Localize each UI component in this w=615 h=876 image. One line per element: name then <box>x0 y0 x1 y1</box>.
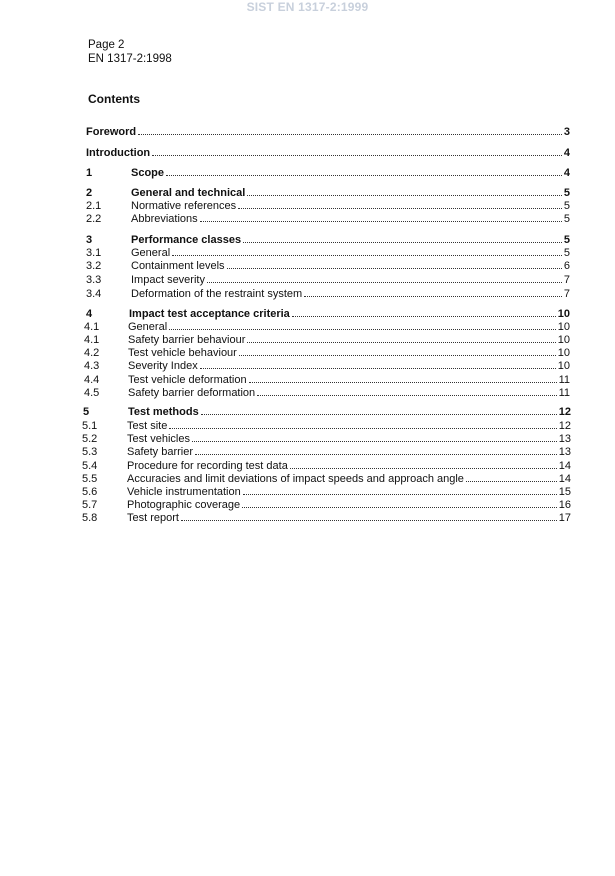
toc-title: General and technical <box>131 187 246 199</box>
toc-number: 2 <box>86 187 93 199</box>
toc-number: 4.1 <box>84 334 100 346</box>
toc-title: Abbreviations <box>131 213 198 225</box>
toc-number: 3 <box>86 234 93 246</box>
toc-number: 5.3 <box>82 446 98 458</box>
dot-leader <box>239 354 556 356</box>
toc-number: 5 <box>83 406 90 418</box>
toc-page: 10 <box>557 321 570 333</box>
toc-number: 3.3 <box>86 274 102 286</box>
toc-title: Test vehicle behaviour <box>128 347 237 359</box>
toc-page: 4 <box>563 147 570 159</box>
toc-entry[interactable] <box>84 346 570 360</box>
contents-title: Contents <box>88 92 140 106</box>
dot-leader <box>243 241 562 243</box>
toc-entry[interactable] <box>82 419 571 433</box>
toc-number: 5.4 <box>82 460 98 472</box>
toc-page: 16 <box>558 499 571 511</box>
toc-page: 4 <box>563 167 570 179</box>
toc-page: 13 <box>558 433 571 445</box>
toc-number: 4.2 <box>84 347 100 359</box>
toc-title: Procedure for recording test data <box>127 460 288 472</box>
toc-number: 5.1 <box>82 420 98 432</box>
toc-title: Test methods <box>128 406 199 418</box>
toc-entry[interactable] <box>83 405 571 419</box>
toc-entry[interactable] <box>82 498 571 512</box>
toc-entry[interactable] <box>82 445 571 459</box>
dot-leader <box>138 133 562 135</box>
toc-number: 4 <box>86 308 93 320</box>
toc-page: 10 <box>557 347 570 359</box>
toc-title: Normative references <box>131 200 237 212</box>
toc-entry[interactable] <box>86 287 570 301</box>
dot-leader <box>169 328 556 330</box>
toc-number: 5.2 <box>82 433 98 445</box>
toc-title: Foreword <box>86 126 137 138</box>
toc-number: 5.6 <box>82 486 98 498</box>
dot-leader <box>200 367 556 369</box>
toc-number: 5.5 <box>82 473 98 485</box>
toc-title: Photographic coverage <box>127 499 241 511</box>
toc-number: 2.1 <box>86 200 102 212</box>
toc-entry[interactable] <box>86 259 570 273</box>
dot-leader <box>238 207 562 209</box>
dot-leader <box>247 341 555 343</box>
toc-title: Test vehicles <box>127 433 190 445</box>
toc-page: 6 <box>563 260 570 272</box>
toc-number: 3.1 <box>86 247 102 259</box>
toc-title: Performance classes <box>131 234 242 246</box>
dot-leader <box>152 154 562 156</box>
toc-number: 4.4 <box>84 374 100 386</box>
toc-number: 4.5 <box>84 387 100 399</box>
toc-number: 2.2 <box>86 213 102 225</box>
toc-page: 7 <box>563 274 570 286</box>
toc-entry[interactable] <box>84 386 570 400</box>
toc-entry[interactable] <box>86 199 570 213</box>
dot-leader <box>243 493 557 495</box>
toc-title: General <box>128 321 168 333</box>
toc-number: 4.1 <box>84 321 100 333</box>
dot-leader <box>181 519 557 521</box>
dot-leader <box>200 220 562 222</box>
toc-page: 14 <box>558 473 571 485</box>
toc-title: Test vehicle deformation <box>128 374 247 386</box>
toc-entry[interactable] <box>82 459 571 473</box>
toc-title: Accuracies and limit deviations of impact speeds and approach angle <box>127 473 464 485</box>
toc-page: 10 <box>557 334 570 346</box>
toc-page: 14 <box>558 460 571 472</box>
dot-leader <box>292 315 556 317</box>
toc-number: 4.3 <box>84 360 100 372</box>
toc-page: 5 <box>563 187 570 199</box>
toc-entry[interactable] <box>86 186 570 200</box>
toc-entry[interactable] <box>84 333 570 347</box>
toc-page: 12 <box>558 406 571 418</box>
dot-leader <box>257 394 556 396</box>
toc-page: 5 <box>563 234 570 246</box>
toc-entry[interactable] <box>82 472 571 486</box>
toc-page: 5 <box>563 247 570 259</box>
toc-page: 12 <box>558 420 571 432</box>
toc-page: 13 <box>558 446 571 458</box>
standard-id: EN 1317-2:1998 <box>88 53 172 65</box>
dot-leader <box>195 453 557 455</box>
dot-leader <box>166 174 562 176</box>
dot-leader <box>247 194 562 196</box>
dot-leader <box>249 381 557 383</box>
page-header <box>88 38 172 66</box>
dot-leader <box>227 267 562 269</box>
toc-number: 3.4 <box>86 288 102 300</box>
toc-entry[interactable] <box>84 373 570 387</box>
toc-entry[interactable] <box>86 146 570 160</box>
toc-entry[interactable] <box>86 307 570 321</box>
toc-page: 11 <box>558 387 570 399</box>
toc-number: 3.2 <box>86 260 102 272</box>
toc-entry[interactable] <box>82 432 571 446</box>
toc-title: Safety barrier <box>127 446 194 458</box>
page-number: Page 2 <box>88 39 125 51</box>
toc-title: Containment levels <box>131 260 225 272</box>
toc-page: 10 <box>557 360 570 372</box>
toc-entry[interactable] <box>84 320 570 334</box>
toc-title: General <box>131 247 171 259</box>
toc-number: 5.8 <box>82 512 98 524</box>
dot-leader <box>466 480 557 482</box>
toc-title: Deformation of the restraint system <box>131 288 303 300</box>
toc-title: Impact test acceptance criteria <box>129 308 290 320</box>
toc-title: Safety barrier deformation <box>128 387 256 399</box>
toc-page: 11 <box>558 374 570 386</box>
toc-entry[interactable] <box>86 273 570 287</box>
toc-page: 5 <box>563 200 570 212</box>
dot-leader <box>304 295 562 297</box>
toc-entry[interactable] <box>84 359 570 373</box>
dot-leader <box>201 413 557 415</box>
toc-page: 5 <box>563 213 570 225</box>
toc-entry[interactable] <box>86 125 570 139</box>
toc-page: 3 <box>563 126 570 138</box>
toc-title: Vehicle instrumentation <box>127 486 241 498</box>
toc-entry[interactable] <box>82 485 571 499</box>
toc-page: 10 <box>557 308 570 320</box>
toc-title: Scope <box>131 167 165 179</box>
toc-entry[interactable] <box>86 166 570 180</box>
toc-title: Impact severity <box>131 274 205 286</box>
watermark: SIST EN 1317-2:1999 <box>246 0 369 14</box>
toc-number: 5.7 <box>82 499 98 511</box>
toc-title: Severity Index <box>128 360 198 372</box>
dot-leader <box>192 440 557 442</box>
toc-entry[interactable] <box>86 246 570 260</box>
toc-title: Test site <box>127 420 168 432</box>
toc-title: Safety barrier behaviour <box>128 334 246 346</box>
toc-entry[interactable] <box>86 212 570 226</box>
dot-leader <box>207 281 562 283</box>
toc-page: 17 <box>558 512 571 524</box>
toc-title: Test report <box>127 512 179 524</box>
toc-page: 7 <box>563 288 570 300</box>
dot-leader <box>290 467 557 469</box>
toc-entry[interactable] <box>82 511 571 525</box>
toc-title: Introduction <box>86 147 151 159</box>
toc-entry[interactable] <box>86 233 570 247</box>
toc-number: 1 <box>86 167 93 179</box>
dot-leader <box>169 427 556 429</box>
toc-page: 15 <box>558 486 571 498</box>
dot-leader <box>172 254 562 256</box>
dot-leader <box>242 506 557 508</box>
